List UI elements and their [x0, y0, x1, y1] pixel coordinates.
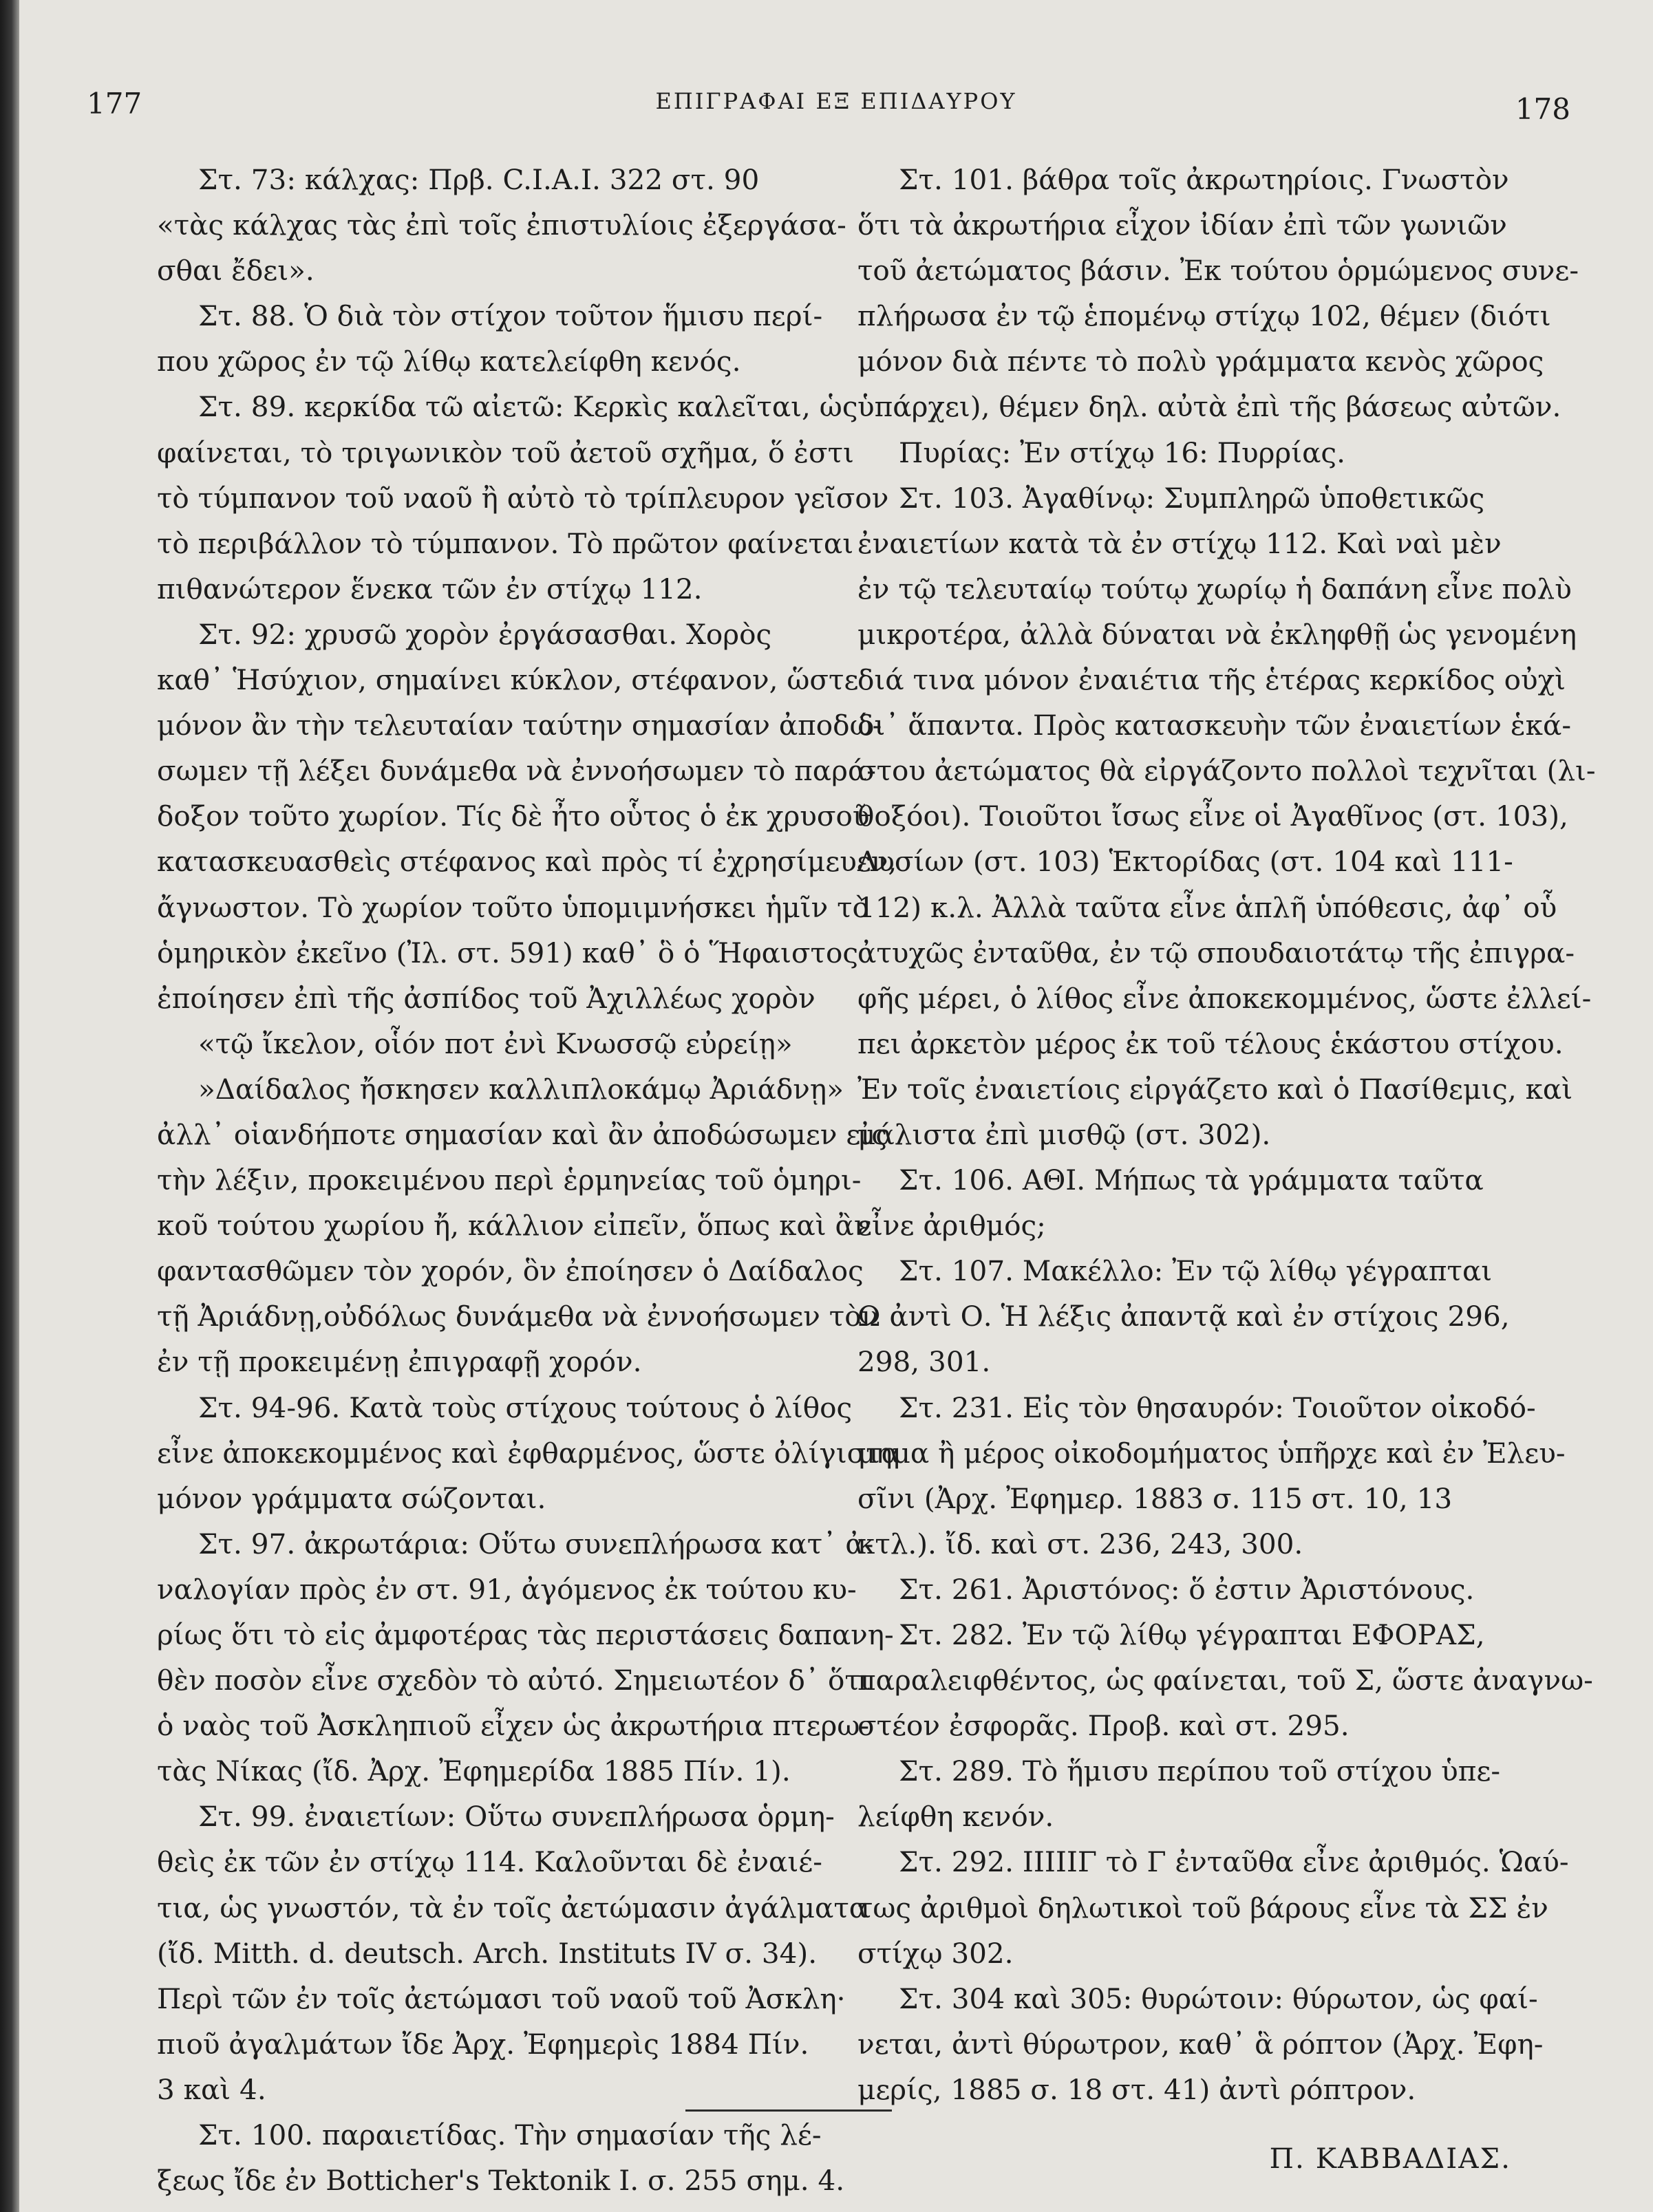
text-line: μερίς, 1885 σ. 18 στ. 41) ἀντὶ ρόπτρον. [857, 2072, 1416, 2106]
page-header [19, 81, 1653, 126]
author-signature: Π. ΚΑΒΒΑΔΙΑΣ. [1269, 2142, 1511, 2176]
text-line: Στ. 100. παραιετίδας. Τὴν σημασίαν τῆς λέ- [198, 2118, 822, 2152]
text-line: «τὰς κάλχας τὰς ἐπὶ τοῖς ἐπιστυλίοις ἐξεργάσα- [157, 208, 846, 242]
text-line: Στ. 107. Μακέλλο: Ἐν τῷ λίθῳ γέγραπται [899, 1254, 1493, 1288]
text-line: 298, 301. [857, 1345, 991, 1379]
text-line: ὁμηρικὸν ἐκεῖνο (Ἰλ. στ. 591) καθ᾽ ὃ ὁ Ἥφαιστος [157, 936, 859, 969]
text-line: σθαι ἔδει». [157, 254, 314, 288]
text-line: Λυσίων (στ. 103) Ἑκτορίδας (στ. 104 καὶ 111- [857, 845, 1513, 879]
text-line: τοῦ ἀετώματος βάσιν. Ἐκ τούτου ὁρμώμενος συνε- [857, 254, 1579, 288]
text-line: ρίως ὅτι τὸ εἰς ἀμφοτέρας τὰς περιστάσεις δαπανη- [157, 1618, 894, 1651]
text-line: Περὶ τῶν ἐν τοῖς ἀετώμασι τοῦ ναοῦ τοῦ Ἀσκλη· [157, 1982, 846, 2015]
text-line: ναλογίαν πρὸς ἐν στ. 91, ἀγόμενος ἐκ τούτου κυ- [157, 1572, 857, 1606]
text-line: κοῦ τούτου χωρίου ἤ, κάλλιον εἰπεῖν, ὅπως καὶ ἂν [157, 1209, 871, 1243]
text-line: σωμεν τῇ λέξει δυνάμεθα νὰ ἐννοήσωμεν τὸ παρά- [157, 754, 876, 788]
text-line: Στ. 73: κάλχας: Πρβ. C.I.A.I. 322 στ. 90 [198, 163, 760, 196]
text-line: φαίνεται, τὸ τριγωνικὸν τοῦ ἀετοῦ σχῆμα, ὅ ἐστι [157, 436, 854, 469]
text-line: Ω ἀντὶ Ο. Ἡ λέξις ἀπαντᾷ καὶ ἐν στίχοις 296, [857, 1300, 1510, 1333]
text-line: εἶνε ἀριθμός; [857, 1209, 1046, 1243]
text-line: τὰς Νίκας (ἴδ. Ἀρχ. Ἐφημερίδα 1885 Πίν. 1). [157, 1754, 791, 1788]
book-page-spread [19, 0, 1653, 2212]
text-line: Πυρίας: Ἐν στίχῳ 16: Πυρρίας. [899, 436, 1345, 469]
text-line: ἐναιετίων κατὰ τὰ ἐν στίχῳ 112. Καὶ ναὶ μὲν [857, 526, 1502, 560]
text-line: Στ. 289. Τὸ ἥμισυ περίπου τοῦ στίχου ὑπε- [899, 1754, 1501, 1788]
quote-line: «τῷ ἴκελον, οἷόν ποτ ἐνὶ Κνωσσῷ εὐρείῃ» [198, 1027, 793, 1060]
text-line: Στ. 92: χρυσῶ χορὸν ἐργάσασθαι. Χορὸς [198, 617, 772, 651]
text-line: ὁ ναὸς τοῦ Ἀσκληπιοῦ εἶχεν ὡς ἀκρωτήρια πτερω- [157, 1709, 870, 1743]
text-line: μόνον ἂν τὴν τελευταίαν ταύτην σημασίαν ἀποδώ- [157, 709, 882, 742]
text-line: Στ. 101. βάθρα τοῖς ἀκρωτηρίοις. Γνωστὸν [899, 163, 1509, 196]
text-line: κτλ.). ἴδ. καὶ στ. 236, 243, 300. [857, 1527, 1303, 1560]
text-line: κατασκευασθεὶς στέφανος καὶ πρὸς τί ἐχρησίμευεν, [157, 845, 897, 879]
text-line: στου ἀετώματος θὰ εἰργάζοντο πολλοὶ τεχνῖται (λι- [857, 754, 1596, 788]
text-line: μημα ἢ μέρος οἰκοδομήματος ὑπῆρχε καὶ ἐν Ἐλευ- [857, 1436, 1566, 1470]
text-line: μόνον διὰ πέντε τὸ πολὺ γράμματα κενὸς χῶρος [857, 345, 1544, 378]
text-line: εἶνε ἀποκεκομμένος καὶ ἐφθαρμένος, ὥστε ὀλίγιστα [157, 1436, 900, 1470]
text-line: Στ. 94-96. Κατὰ τοὺς στίχους τούτους ὁ λίθος [198, 1390, 853, 1424]
text-line: (ἴδ. Mitth. d. deutsch. Arch. Instituts IV σ. 34). [157, 1936, 818, 1970]
text-line: πιοῦ ἀγαλμάτων ἴδε Ἀρχ. Ἐφημερὶς 1884 Πίν. [157, 2027, 809, 2061]
text-line: τια, ὡς γνωστόν, τὰ ἐν τοῖς ἀετώμασιν ἀγάλματα [157, 1891, 868, 1924]
book-spine-shadow [0, 0, 19, 2212]
text-line: που χῶρος ἐν τῷ λίθῳ κατελείφθη κενός. [157, 345, 741, 378]
text-line: τὸ τύμπανον τοῦ ναοῦ ἢ αὐτὸ τὸ τρίπλευρον γεῖσον [157, 481, 889, 515]
text-line: Ἐν τοῖς ἐναιετίοις εἰργάζετο καὶ ὁ Πασίθεμις, καὶ [857, 1072, 1573, 1106]
text-line: φῆς μέρει, ὁ λίθος εἶνε ἀποκεκομμένος, ὥστε ἐλλεί- [857, 981, 1592, 1015]
text-line: ἐν τῇ προκειμένῃ ἐπιγραφῇ χορόν. [157, 1345, 642, 1379]
left-column [157, 157, 900, 2203]
text-line: πιθανώτερον ἕνεκα τῶν ἐν στίχῳ 112. [157, 572, 703, 605]
text-line: πλήρωσα ἐν τῷ ἑπομένῳ στίχῳ 102, θέμεν (διότι [857, 299, 1551, 333]
text-line: παραλειφθέντος, ὡς φαίνεται, τοῦ Σ, ὥστε ἀναγνω- [857, 1664, 1593, 1697]
text-line: ἄγνωστον. Τὸ χωρίον τοῦτο ὑπομιμνήσκει ἡμῖν τὸ [157, 890, 869, 924]
text-line: πει ἀρκετὸν μέρος ἐκ τοῦ τέλους ἑκάστου στίχου. [857, 1027, 1564, 1060]
text-line: νεται, ἀντὶ θύρωτρον, καθ᾽ ἃ ρόπτον (Ἀρχ. Ἐφη- [857, 2027, 1544, 2061]
text-line: σῖνι (Ἀρχ. Ἐφημερ. 1883 σ. 115 στ. 10, 13 [857, 1481, 1453, 1515]
text-line: Στ. 292. ΙΙΙΙΙΓ τὸ Γ ἐνταῦθα εἶνε ἀριθμός. Ὡαύ- [899, 1845, 1569, 1879]
text-line: μικροτέρα, ἀλλὰ δύναται νὰ ἐκληφθῇ ὡς γενομένη [857, 617, 1577, 651]
text-line: λείφθη κενόν. [857, 1800, 1054, 1834]
text-line: θὲν ποσὸν εἶνε σχεδὸν τὸ αὐτό. Σημειωτέον δ᾽ ὅτι [157, 1664, 871, 1697]
text-line: διά τινα μόνον ἐναιέτια τῆς ἑτέρας κερκίδος οὐχὶ [857, 663, 1566, 697]
text-line: ὑπάρχει), θέμεν δηλ. αὐτὰ ἐπὶ τῆς βάσεως αὐτῶν. [857, 390, 1561, 424]
text-line: Στ. 97. ἀκρωτάρια: Οὕτω συνεπλήρωσα κατ᾽ ἀ- [198, 1527, 874, 1560]
text-line: ἀτυχῶς ἐνταῦθα, ἐν τῷ σπουδαιοτάτῳ τῆς ἐπιγρα- [857, 936, 1575, 969]
text-line: θεὶς ἐκ τῶν ἐν στίχῳ 114. Καλοῦνται δὲ ἐναιέ- [157, 1845, 822, 1879]
text-line: τὸ περιβάλλον τὸ τύμπανον. Τὸ πρῶτον φαίνεται [157, 526, 854, 560]
text-line: Στ. 304 καὶ 305: θυρώτοιν: θύρωτον, ὡς φαί- [899, 1982, 1538, 2015]
text-line: Στ. 89. κερκίδα τῶ αἰετῶ: Κερκὶς καλεῖται, ὡς [198, 390, 858, 424]
text-line: Στ. 106. ΑΘΙ. Μήπως τὰ γράμματα ταῦτα [899, 1163, 1484, 1197]
text-line: ὅτι τὰ ἀκρωτήρια εἶχον ἰδίαν ἐπὶ τῶν γωνιῶν [857, 208, 1507, 242]
text-line: 112) κ.λ. Ἀλλὰ ταῦτα εἶνε ἁπλῆ ὑπόθεσις, ἀφ᾽ οὗ [857, 890, 1557, 924]
text-line: φαντασθῶμεν τὸν χορόν, ὃν ἐποίησεν ὁ Δαίδαλος [157, 1254, 864, 1288]
text-line: καθ᾽ Ἡσύχιον, σημαίνει κύκλον, στέφανον, ὥστε [157, 663, 859, 697]
text-line: Στ. 88. Ὁ διὰ τὸν στίχον τοῦτον ἥμισυ περί- [198, 299, 823, 333]
text-line: Στ. 99. ἐναιετίων: Οὕτω συνεπλήρωσα ὁρμη- [198, 1800, 835, 1834]
text-line: τὴν λέξιν, προκειμένου περὶ ἑρμηνείας τοῦ ὁμηρι- [157, 1163, 862, 1197]
right-page-number: 178 [1515, 92, 1570, 126]
text-line: ἀλλ᾽ οἱανδήποτε σημασίαν καὶ ἂν ἀποδώσωμεν εἰς [157, 1117, 887, 1151]
text-line: μόνον γράμματα σώζονται. [157, 1481, 546, 1515]
quote-line: »Δαίδαλος ἤσκησεν καλλιπλοκάμῳ Ἀριάδνῃ» [198, 1072, 844, 1106]
text-line: 3 καὶ 4. [157, 2072, 266, 2106]
closing-rule [685, 2109, 892, 2112]
text-line: Στ. 231. Εἰς τὸν θησαυρόν: Τοιοῦτον οἰκοδό- [899, 1390, 1536, 1424]
right-column [857, 157, 1596, 2181]
text-line: τῇ Ἀριάδνῃ,οὐδόλως δυνάμεθα νὰ ἐννοήσωμεν τὸν [157, 1300, 879, 1333]
text-line: θοξόοι). Τοιοῦτοι ἴσως εἶνε οἱ Ἀγαθῖνος (στ. 103), [857, 799, 1568, 833]
text-line: Στ. 103. Ἀγαθίνῳ: Συμπληρῶ ὑποθετικῶς [899, 481, 1485, 515]
text-line: στίχῳ 302. [857, 1936, 1014, 1970]
running-title: ΕΠΙΓΡΑΦΑΙ ΕΞ ΕΠΙΔΑΥΡΟΥ [655, 88, 1017, 114]
left-page-number: 177 [87, 87, 142, 120]
text-line: μάλιστα ἐπὶ μισθῷ (στ. 302). [857, 1117, 1271, 1151]
text-line: δι᾽ ἅπαντα. Πρὸς κατασκευὴν τῶν ἐναιετίων ἑκά- [857, 709, 1572, 742]
text-line: στέον ἐσφορᾶς. Προβ. καὶ στ. 295. [857, 1709, 1350, 1743]
text-line: ἐποίησεν ἐπὶ τῆς ἀσπίδος τοῦ Ἀχιλλέως χορὸν [157, 981, 815, 1015]
text-line: τως ἀριθμοὶ δηλωτικοὶ τοῦ βάρους εἶνε τὰ ΣΣ ἐν [857, 1891, 1548, 1924]
text-line: δοξον τοῦτο χωρίον. Τίς δὲ ἦτο οὗτος ὁ ἐκ χρυσοῦ [157, 799, 870, 833]
text-line: ἐν τῷ τελευταίῳ τούτῳ χωρίῳ ἡ δαπάνη εἶνε πολὺ [857, 572, 1572, 605]
text-line: Στ. 282. Ἐν τῷ λίθῳ γέγραπται ΕΦΟΡΑΣ, [899, 1618, 1485, 1651]
text-line: Στ. 261. Ἀριστόνος: ὅ ἐστιν Ἀριστόνους. [899, 1572, 1475, 1606]
text-line: ξεως ἴδε ἐν Botticher's Tektonik I. σ. 255 σημ. 4. [157, 2164, 845, 2198]
